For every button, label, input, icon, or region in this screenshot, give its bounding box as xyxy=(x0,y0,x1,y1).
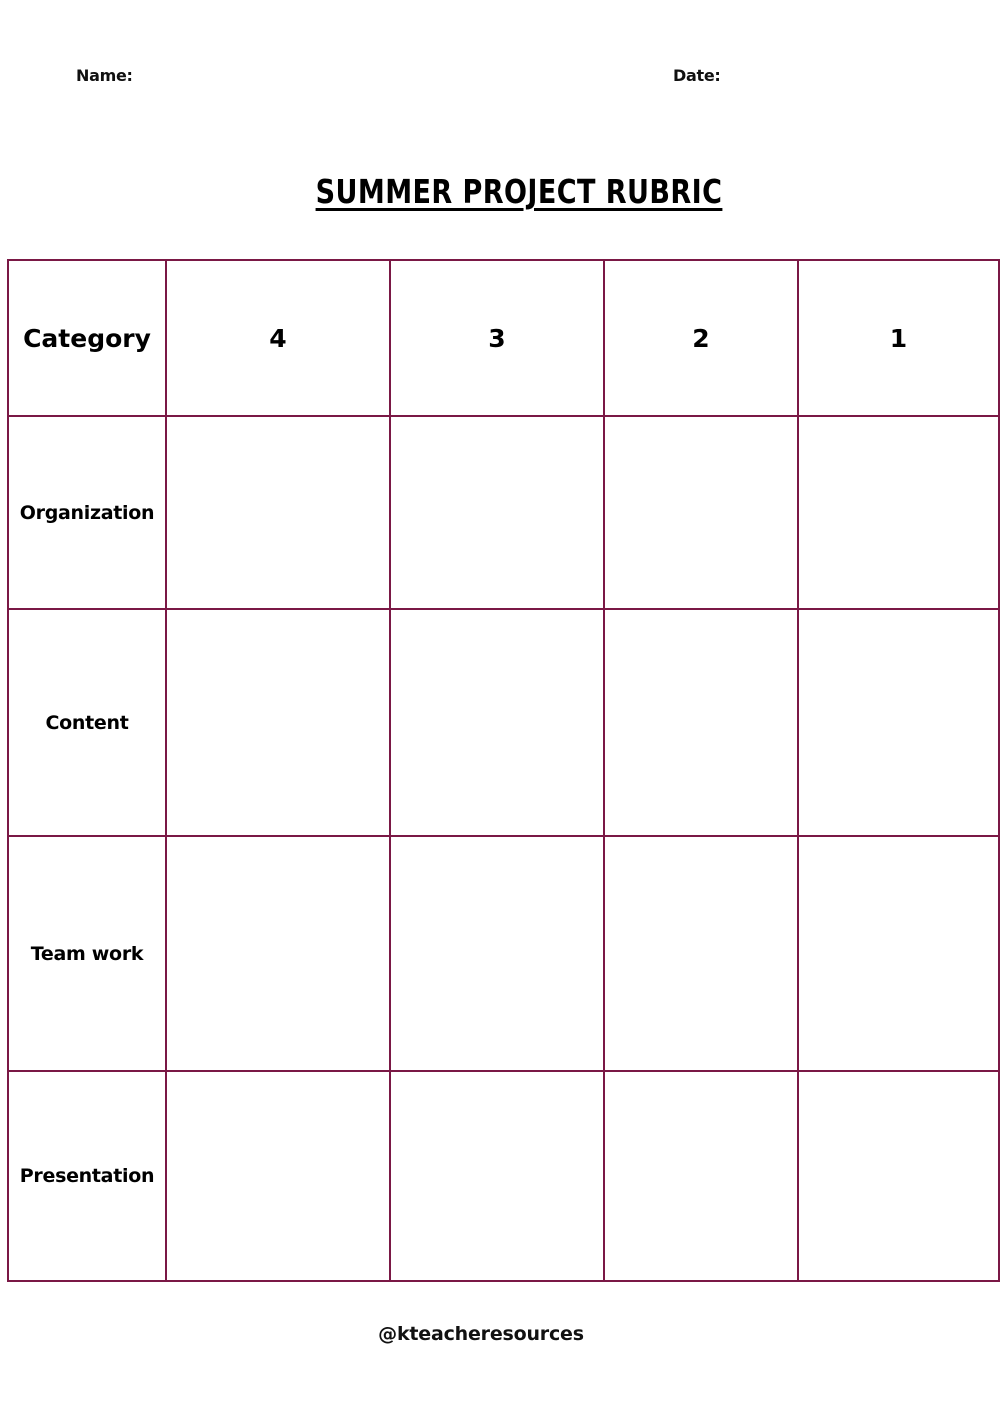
column-header-score-3: 3 xyxy=(390,260,604,416)
table-row xyxy=(8,1071,999,1281)
rubric-cell xyxy=(798,609,999,836)
rubric-cell xyxy=(390,416,604,609)
rubric-cell xyxy=(604,609,798,836)
column-header-score-1: 1 xyxy=(798,260,999,416)
table-row xyxy=(8,416,999,609)
rubric-cell xyxy=(166,836,390,1071)
category-content: Content xyxy=(8,609,166,836)
date-label: Date: xyxy=(673,66,721,85)
rubric-cell xyxy=(166,416,390,609)
rubric-cell xyxy=(798,836,999,1071)
rubric-cell xyxy=(166,609,390,836)
page-title xyxy=(93,172,944,211)
table-row xyxy=(8,609,999,836)
rubric-cell xyxy=(166,1071,390,1281)
column-header-category: Category xyxy=(8,260,166,416)
column-header-score-2: 2 xyxy=(604,260,798,416)
rubric-table xyxy=(7,259,1000,1282)
table-header-row xyxy=(8,260,999,416)
rubric-cell xyxy=(390,1071,604,1281)
table-row xyxy=(8,836,999,1071)
category-organization: Organization xyxy=(8,416,166,609)
page-title-text: SUMMER PROJECT RUBRIC xyxy=(315,172,723,211)
column-header-score-4: 4 xyxy=(166,260,390,416)
rubric-cell xyxy=(604,416,798,609)
rubric-cell xyxy=(390,836,604,1071)
category-presentation: Presentation xyxy=(8,1071,166,1281)
rubric-cell xyxy=(798,1071,999,1281)
rubric-cell xyxy=(604,1071,798,1281)
rubric-cell xyxy=(604,836,798,1071)
footer-handle: @kteacheresources xyxy=(378,1323,584,1345)
category-team-work: Team work xyxy=(8,836,166,1071)
name-label: Name: xyxy=(76,66,133,85)
rubric-cell xyxy=(798,416,999,609)
rubric-cell xyxy=(390,609,604,836)
